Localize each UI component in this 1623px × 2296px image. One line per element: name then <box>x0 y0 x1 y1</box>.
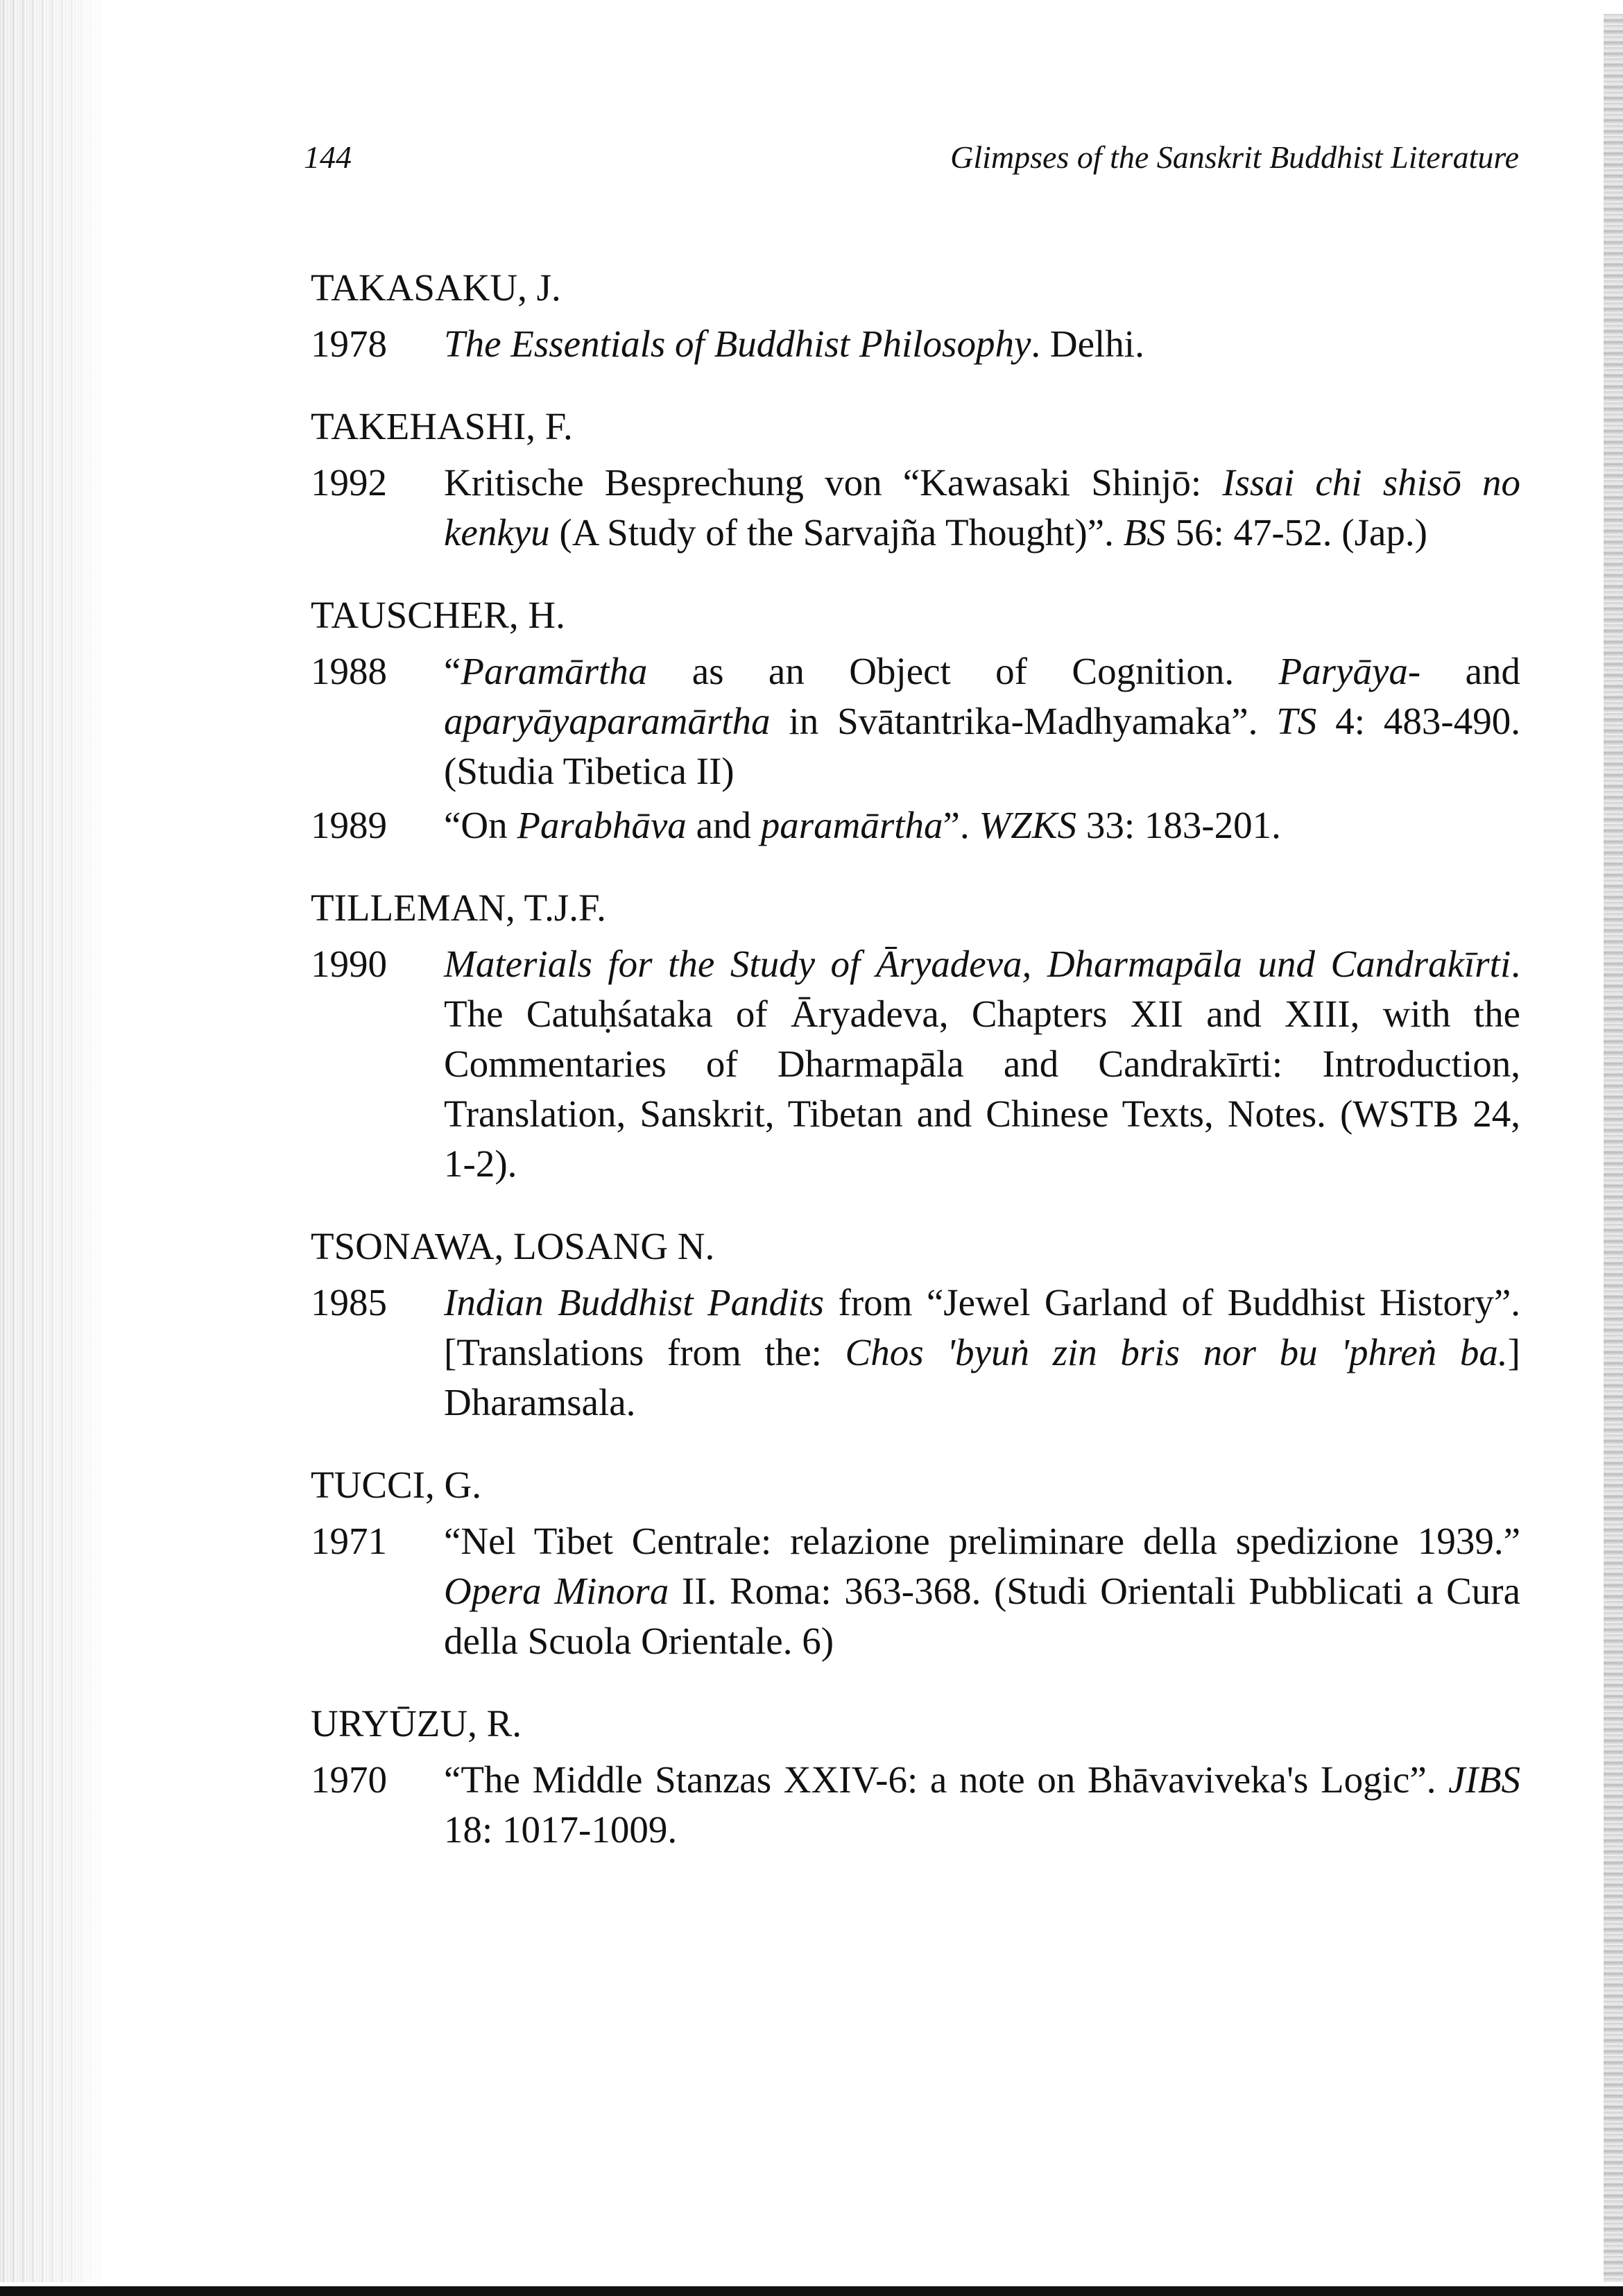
author-name: TUCCI, G. <box>311 1464 481 1506</box>
citation-segment: 18: 1017-1009. <box>444 1808 678 1851</box>
citation-title-segment: paramārtha <box>760 804 943 846</box>
citation-title-segment: JIBS <box>1448 1758 1520 1801</box>
citation-segment: 4: 483-490. (Studia Tibetica II) <box>444 700 1520 792</box>
author-name: TAKASAKU, J. <box>311 266 561 309</box>
citation-segment: 33: 183-201. <box>1076 804 1281 846</box>
scan-bottom-edge <box>0 2286 1623 2296</box>
citation-text <box>444 458 1520 558</box>
bibliography-list <box>311 262 1520 1887</box>
publication-year: 1985 <box>311 1281 387 1323</box>
citation-segment: Kritische Besprechung von “Kawasaki Shinjō: <box>444 461 1223 504</box>
citation-text <box>444 319 1520 369</box>
citation-text <box>444 1278 1520 1428</box>
citation-title-segment: Paryāya- <box>1278 650 1421 692</box>
bibliography-item <box>311 646 1520 796</box>
citation-segment: 56: 47-52. (Jap.) <box>1165 511 1427 554</box>
citation-title-segment: BS <box>1123 511 1166 554</box>
citation-segment: “On <box>444 804 517 846</box>
bibliography-item <box>311 1755 1520 1855</box>
author-name: TAUSCHER, H. <box>311 594 565 636</box>
citation-title-segment: Opera Minora <box>444 1570 669 1612</box>
citation-title-segment: The Essentials of Buddhist Philosophy <box>444 323 1031 365</box>
citation-segment: . The Catuḥśataka of Āryadeva, Chapters XII and XIII, with the Commentaries of Dharmapāla and Candrakīrti: Introduction, Translation, Sanskrit, Tibetan and Chinese Texts, Notes. (WSTB 24, 1-2). <box>444 943 1520 1185</box>
citation-title-segment: Parabhāva <box>517 804 687 846</box>
citation-segment: and <box>686 804 761 846</box>
author-entry <box>311 1698 1520 1855</box>
bibliography-item <box>311 319 1520 369</box>
publication-year: 1971 <box>311 1520 387 1562</box>
citation-title-segment: Issai chi shisō no kenkyu <box>444 461 1520 554</box>
publication-year: 1970 <box>311 1758 387 1801</box>
author-name: TAKEHASHI, F. <box>311 405 573 447</box>
citation-segment: from “Jewel Garland of Buddhist History”. [Translations from the: <box>444 1281 1520 1373</box>
citation-segment: II. Roma: 363-368. (Studi Orientali Pubblicati a Cura della Scuola Orientale. 6) <box>444 1570 1520 1662</box>
citation-title-segment: aparyāyaparamārtha <box>444 700 771 742</box>
citation-text <box>444 800 1520 850</box>
citation-segment: as an Object of Cognition. <box>647 650 1279 692</box>
book-title: Glimpses of the Sanskrit Buddhist Literature <box>950 139 1519 175</box>
author-entry <box>311 882 1520 1189</box>
bibliography-item <box>311 1278 1520 1428</box>
page-number: 144 <box>304 139 352 175</box>
author-entry <box>311 1221 1520 1428</box>
author-name: TSONAWA, LOSANG N. <box>311 1225 715 1267</box>
citation-segment: “The Middle Stanzas XXIV-6: a note on Bhāvaviveka's Logic”. <box>444 1758 1449 1801</box>
citation-segment: in Svātantrika-Madhyamaka”. <box>770 700 1277 742</box>
citation-title-segment: Chos 'byuṅ zin bris nor bu 'phreṅ ba. <box>845 1331 1508 1373</box>
citation-text <box>444 1755 1520 1855</box>
scan-binding-shadow <box>0 0 104 2282</box>
citation-segment: . Delhi. <box>1031 323 1144 365</box>
citation-title-segment: WZKS <box>979 804 1077 846</box>
citation-title-segment: Materials for the Study of Āryadeva, Dharmapāla und Candrakīrti <box>444 943 1511 985</box>
bibliography-item <box>311 939 1520 1189</box>
author-entry <box>311 590 1520 850</box>
citation-text <box>444 939 1520 1189</box>
author-name: TILLEMAN, T.J.F. <box>311 886 606 929</box>
publication-year: 1989 <box>311 804 387 846</box>
citation-title-segment: TS <box>1276 700 1317 742</box>
publication-year: 1988 <box>311 650 387 692</box>
bibliography-item <box>311 1516 1520 1666</box>
publication-year: 1992 <box>311 461 387 504</box>
citation-segment: ”. <box>943 804 979 846</box>
publication-year: 1990 <box>311 943 387 985</box>
author-entry <box>311 1459 1520 1666</box>
citation-text <box>444 1516 1520 1666</box>
running-header <box>304 139 1519 180</box>
bibliography-item <box>311 458 1520 558</box>
citation-segment: and <box>1420 650 1520 692</box>
scan-right-edge <box>1604 14 1623 2282</box>
citation-segment: “ <box>444 650 461 692</box>
citation-title-segment: Indian Buddhist Pandits <box>444 1281 825 1323</box>
author-entry <box>311 401 1520 558</box>
citation-segment: (A Study of the Sarvajña Thought)”. <box>549 511 1124 554</box>
author-entry <box>311 262 1520 369</box>
citation-title-segment: Paramārtha <box>461 650 648 692</box>
author-name: URYŪZU, R. <box>311 1702 522 1745</box>
citation-text <box>444 646 1520 796</box>
publication-year: 1978 <box>311 323 387 365</box>
bibliography-item <box>311 800 1520 850</box>
citation-segment: “Nel Tibet Centrale: relazione preliminare della spedizione 1939.” <box>444 1520 1520 1562</box>
citation-segment: ] Dharamsala. <box>444 1331 1520 1423</box>
